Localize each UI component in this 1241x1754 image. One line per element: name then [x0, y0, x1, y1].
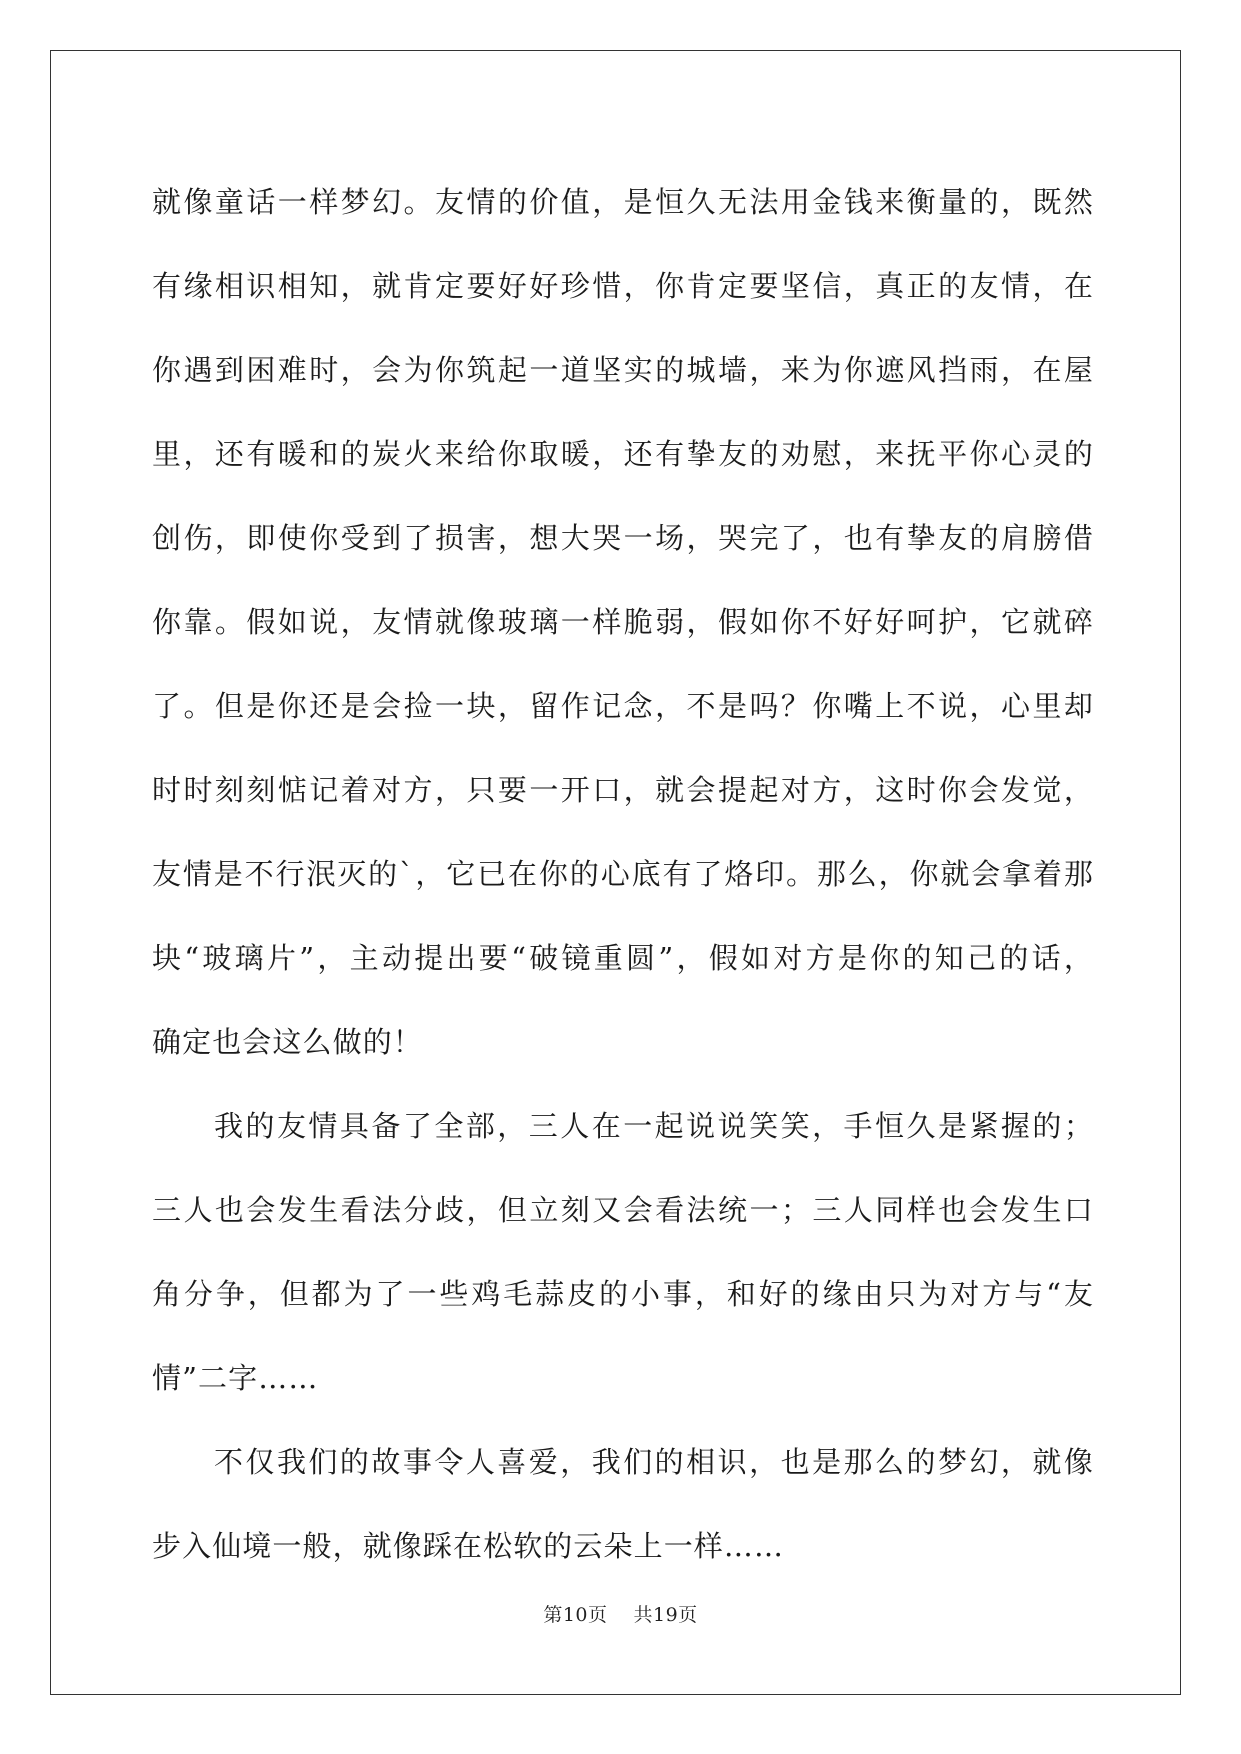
- text-line: 角分争，但都为了一些鸡毛蒜皮的小事，和好的缘由只为对方与“友: [152, 1277, 1094, 1311]
- page-footer: [0, 1600, 1241, 1627]
- text-line: 情”二字……: [152, 1361, 319, 1395]
- text-line: 你靠。假如说，友情就像玻璃一样脆弱，假如你不好好呵护，它就碎: [152, 605, 1094, 639]
- text-line: 时时刻刻惦记着对方，只要一开口，就会提起对方，这时你会发觉，: [152, 773, 1094, 807]
- paragraph-1: [152, 160, 1094, 1084]
- text-line: 确定也会这么做的！: [152, 1025, 423, 1059]
- text-line: 创伤，即使你受到了损害，想大哭一场，哭完了，也有挚友的肩膀借: [152, 521, 1094, 555]
- text-line: 你遇到困难时，会为你筑起一道坚实的城墙，来为你遮风挡雨，在屋: [152, 353, 1094, 387]
- text-line: 三人也会发生看法分歧，但立刻又会看法统一；三人同样也会发生口: [152, 1193, 1094, 1227]
- text-line: 步入仙境一般，就像踩在松软的云朵上一样……: [152, 1529, 785, 1563]
- text-line: 我的友情具备了全部，三人在一起说说笑笑，手恒久是紧握的；: [214, 1109, 1094, 1143]
- paragraph-2: [152, 1084, 1094, 1420]
- paragraph-3: [152, 1420, 1094, 1588]
- text-line: 里，还有暖和的炭火来给你取暖，还有挚友的劝慰，来抚平你心灵的: [152, 437, 1094, 471]
- text-line: 就像童话一样梦幻。友情的价值，是恒久无法用金钱来衡量的，既然: [152, 185, 1094, 219]
- text-line: 友情是不行泯灭的`，它已在你的心底有了烙印。那么，你就会拿着那: [152, 857, 1094, 891]
- text-line: 有缘相识相知，就肯定要好好珍惜，你肯定要坚信，真正的友情，在: [152, 269, 1094, 303]
- total-page-count: 共19页: [633, 1604, 698, 1626]
- text-line: 块“玻璃片”，主动提出要“破镜重圆”，假如对方是你的知己的话，: [152, 941, 1094, 975]
- text-line: 不仅我们的故事令人喜爱，我们的相识，也是那么的梦幻，就像: [214, 1445, 1094, 1479]
- text-line: 了。但是你还是会捡一块，留作记念，不是吗？你嘴上不说，心里却: [152, 689, 1094, 723]
- current-page-number: 第10页: [543, 1604, 608, 1626]
- body-text: [152, 160, 1094, 1588]
